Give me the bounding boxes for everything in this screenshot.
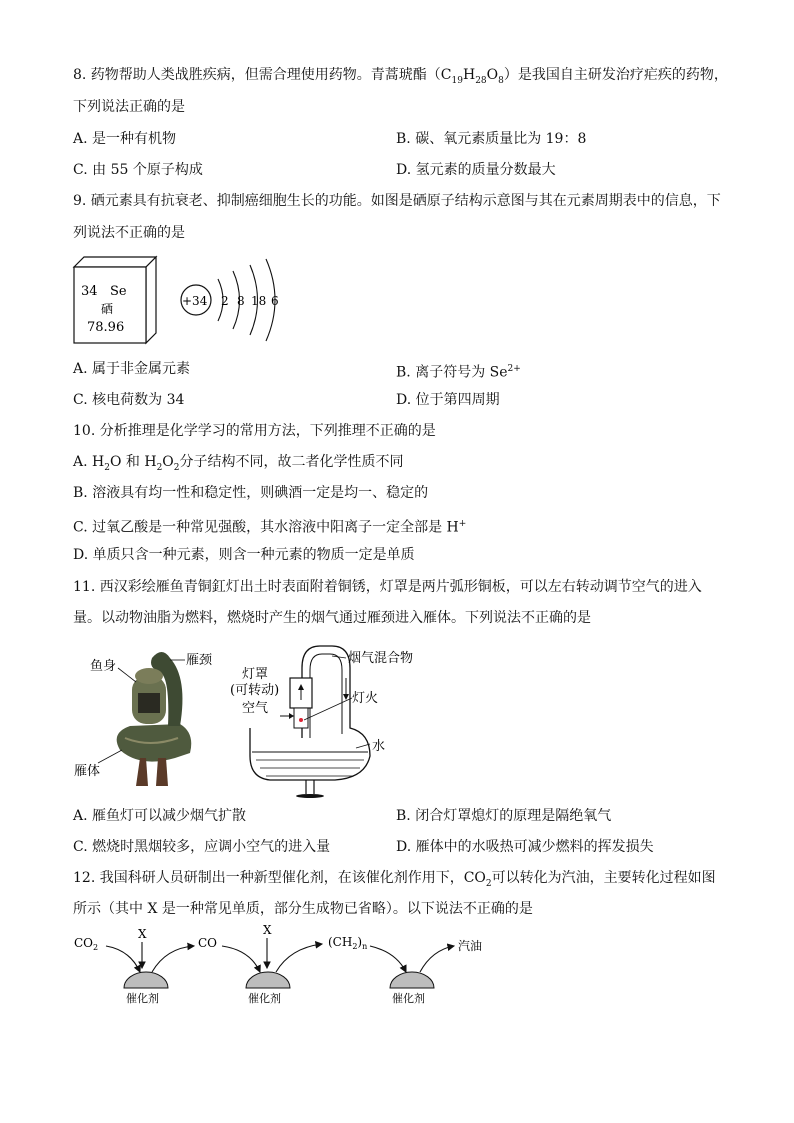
q9-stem-line2: 列说法不正确的是 <box>73 225 185 241</box>
label-smoke: 烟气混合物 <box>348 651 414 666</box>
q10-option-a: A. $H_2O$ 和 $H_2O_2$分子结构不同，故二者化学性质不同 <box>73 454 404 473</box>
q8-option-b: B. 碳、氧元素质量比为 19：8 <box>396 131 587 147</box>
q8-option-c: C. 由 55 个原子构成 <box>73 162 203 178</box>
q9-option-c: C. 核电荷数为 34 <box>73 392 185 408</box>
shell-3: 18 <box>251 294 267 308</box>
q11-stem-line1: 11. 西汉彩绘雁鱼青铜釭灯出土时表面附着铜锈，灯罩是两片弧形铜板，可以左右转动调节空气的进入 <box>73 579 702 595</box>
lamp-photo <box>74 652 213 786</box>
label-x-2: X <box>263 923 272 937</box>
q9-option-d: D. 位于第四周期 <box>396 392 500 408</box>
element-name: 硒 <box>101 302 114 316</box>
label-air: 空气 <box>242 701 269 716</box>
q8-option-d: D. 氢元素的质量分数最大 <box>396 162 556 178</box>
nucleus-charge: +34 <box>182 294 208 308</box>
q8-stem-line2: 下列说法正确的是 <box>73 99 185 115</box>
label-catalyst-1: 催化剂 <box>126 992 159 1005</box>
shell-1: 2 <box>221 294 229 308</box>
element-symbol: Se <box>110 284 127 299</box>
catalysis-process-diagram <box>70 922 510 1007</box>
element-mass: 78.96 <box>87 320 125 335</box>
q10-option-c: C. 过氧乙酸是一种常见强酸，其水溶液中阳离子一定全部是 H+ <box>73 519 467 536</box>
label-rotatable: (可转动) <box>230 683 280 698</box>
q11-option-a: A. 雁鱼灯可以减少烟气扩散 <box>73 808 247 824</box>
q9-option-a: A. 属于非金属元素 <box>73 361 191 377</box>
label-catalyst-2: 催化剂 <box>248 992 281 1005</box>
label-ch2n: $(CH_2)_n$ <box>328 935 368 951</box>
label-catalyst-3: 催化剂 <box>392 992 425 1005</box>
label-co2: $CO_2$ <box>74 936 99 952</box>
label-lampshade: 灯罩 <box>242 667 269 682</box>
q12-stem-line1: 12. 我国科研人员研制出一种新型催化剂，在该催化剂作用下，$CO_2$可以转化为汽油，主要转化过程如图 <box>73 870 716 889</box>
q11-option-d: D. 雁体中的水吸热可减少燃料的挥发损失 <box>396 839 654 855</box>
label-flame: 灯火 <box>352 691 379 706</box>
label-goose-body: 雁体 <box>74 764 101 779</box>
label-gasoline: 汽油 <box>458 939 483 953</box>
q12-stem-line2: 所示（其中 X 是一种常见单质，部分生成物已省略）。以下说法不正确的是 <box>73 901 533 917</box>
q10-option-b: B. 溶液具有均一性和稳定性，则碘酒一定是均一、稳定的 <box>73 485 429 501</box>
label-x-1: X <box>138 927 147 941</box>
q8-stem-line1: 8. 药物帮助人类战胜疾病，但需合理使用药物。青蒿琥酯$(C_{19}H_{28}O_8)$是我国自主研发治疗疟疾的药物， <box>73 67 728 86</box>
lamp-schematic <box>230 646 413 798</box>
q11-option-c: C. 燃烧时黑烟较多，应调小空气的进入量 <box>73 839 331 855</box>
label-goose-neck: 雁颈 <box>186 653 213 668</box>
q11-option-b: B. 闭合灯罩熄灯的原理是隔绝氧气 <box>396 808 612 824</box>
shell-2: 8 <box>237 294 245 308</box>
label-water: 水 <box>372 739 386 754</box>
q8-option-a: A. 是一种有机物 <box>73 131 177 147</box>
selenium-figure <box>70 255 300 350</box>
periodic-table-cell <box>74 257 156 343</box>
label-fish-body: 鱼身 <box>90 659 117 674</box>
q9-stem-line1: 9. 硒元素具有抗衰老、抑制癌细胞生长的功能。如图是硒原子结构示意图与其在元素周期表中的信息，下 <box>73 193 721 209</box>
q10-option-d: D. 单质只含一种元素，则含一种元素的物质一定是单质 <box>73 547 415 563</box>
q9-option-b: B. 离子符号为 $Se^{2+}$ <box>396 364 521 381</box>
element-number: 34 <box>81 284 98 299</box>
goose-fish-lamp-figure <box>70 638 420 798</box>
q10-stem: 10. 分析推理是化学学习的常用方法，下列推理不正确的是 <box>73 423 436 439</box>
atom-structure-diagram <box>181 259 279 341</box>
q11-stem-line2: 量。以动物油脂为燃料，燃烧时产生的烟气通过雁颈进入雁体。下列说法不正确的是 <box>73 610 591 626</box>
label-co: CO <box>198 936 218 950</box>
shell-4: 6 <box>271 294 279 308</box>
